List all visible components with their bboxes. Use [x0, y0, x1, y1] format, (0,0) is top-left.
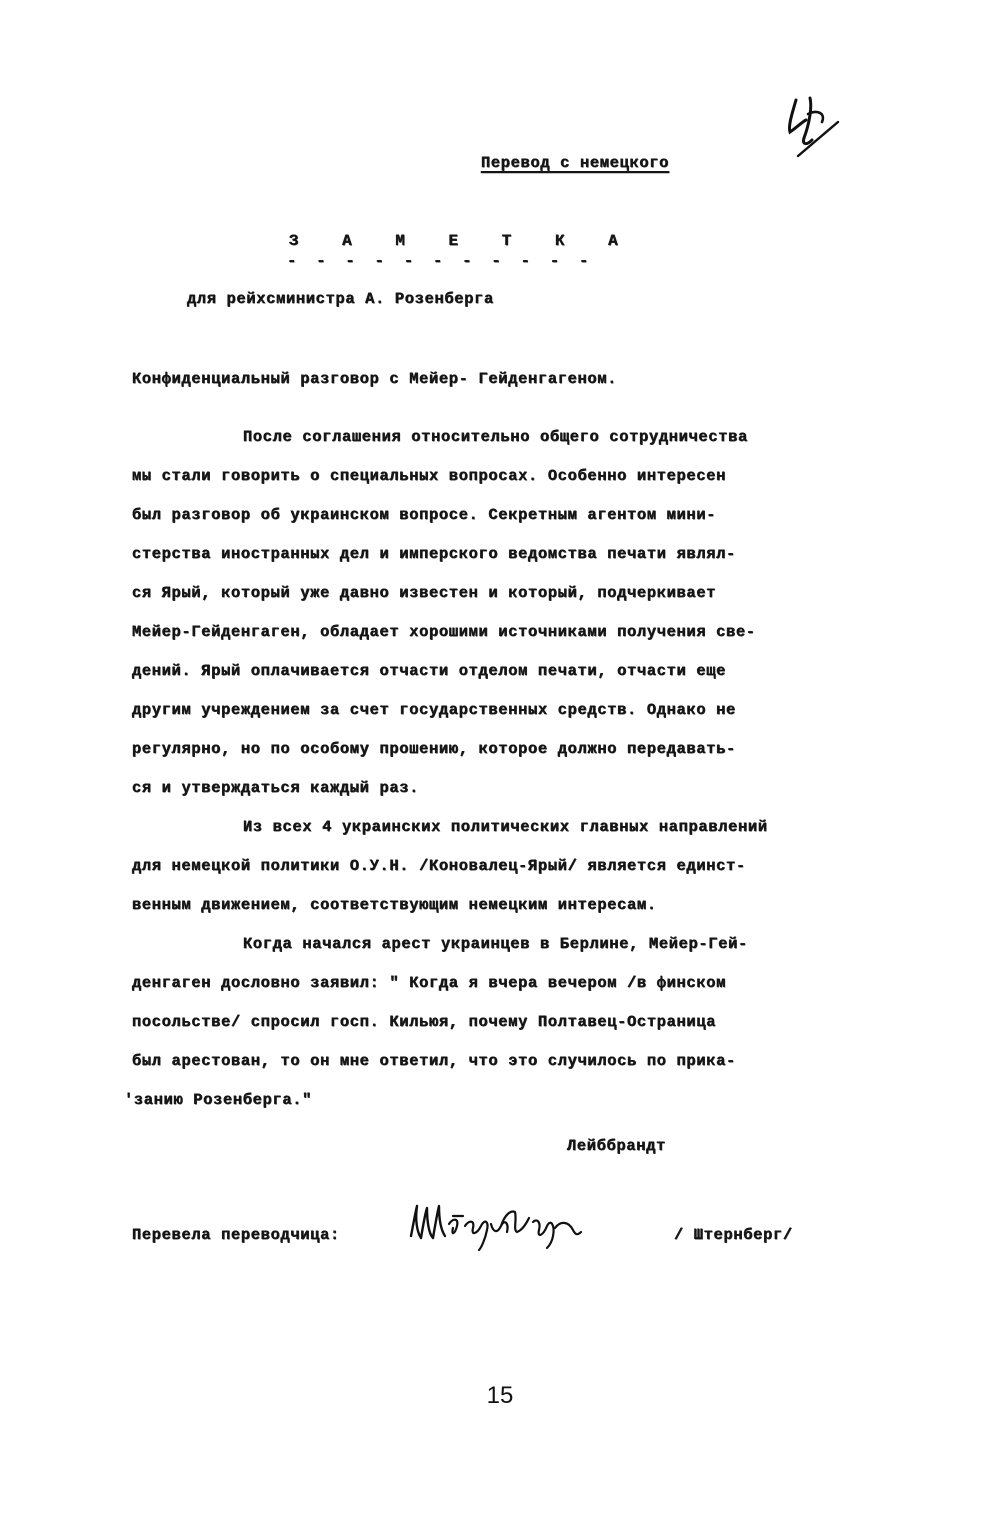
paragraph-line: Из всех 4 украинских политических главных направлений	[243, 818, 768, 836]
paragraph-line: После соглашения относительно общего сотрудничества	[243, 428, 748, 446]
translator-name: / Штернберг/	[674, 1226, 793, 1244]
paragraph-line: стерства иностранных дел и имперского ведомства печати являл-	[132, 545, 736, 563]
paragraph-line: был арестован, то он мне ответил, что это случилось по прика-	[132, 1052, 736, 1070]
paragraph-line: был разговор об украинском вопросе. Секретным агентом мини-	[132, 506, 717, 524]
paragraph-line: для немецкой политики О.У.Н. /Коновалец-Ярый/ является единст-	[132, 857, 746, 875]
paragraph-line: ся и утверждаться каждый раз.	[132, 779, 420, 797]
paragraph-line: венным движением, соответствующим немецким интересам.	[132, 896, 657, 914]
paragraph-line: ся Ярый, который уже давно известен и который, подчеркивает	[132, 584, 717, 602]
document-title: З А М Е Т К А	[289, 232, 635, 250]
handwritten-page-mark	[782, 92, 852, 164]
document-header: Перевод с немецкого	[481, 154, 670, 172]
paragraph-line: регулярно, но по особому прошению, которое должно передавать-	[132, 740, 736, 758]
paragraph-line: другим учреждением за счет государственных средств. Однако не	[132, 701, 736, 719]
paragraph-line: Когда начался арест украинцев в Берлине, Мейер-Гей-	[243, 935, 748, 953]
title-rule: - - - - - - - - - - -	[287, 252, 594, 270]
paragraph-line: посольстве/ спросил госп. Кильюя, почему Полтавец-Остраница	[132, 1013, 717, 1031]
handwritten-signature	[405, 1196, 585, 1252]
translator-label: Перевела переводчица:	[132, 1226, 340, 1244]
author-signature: Лейббрандт	[567, 1137, 667, 1155]
paragraph-line: 'занию Розенберга."	[124, 1091, 313, 1109]
paragraph-line: дений. Ярый оплачивается отчасти отделом печати, отчасти еще	[132, 662, 727, 680]
subject-line: Конфиденциальный разговор с Мейер- Гейденгагеном.	[132, 370, 618, 388]
page-number: 15	[486, 1382, 514, 1409]
paragraph-line: денгаген дословно заявил: " Когда я вчера вечером /в финском	[132, 974, 727, 992]
paragraph-line: мы стали говорить о специальных вопросах. Особенно интересен	[132, 467, 727, 485]
addressee-line: для рейхсминистра А. Розенберга	[187, 290, 494, 308]
paragraph-line: Мейер-Гейденгаген, обладает хорошими источниками получения све-	[132, 623, 756, 641]
